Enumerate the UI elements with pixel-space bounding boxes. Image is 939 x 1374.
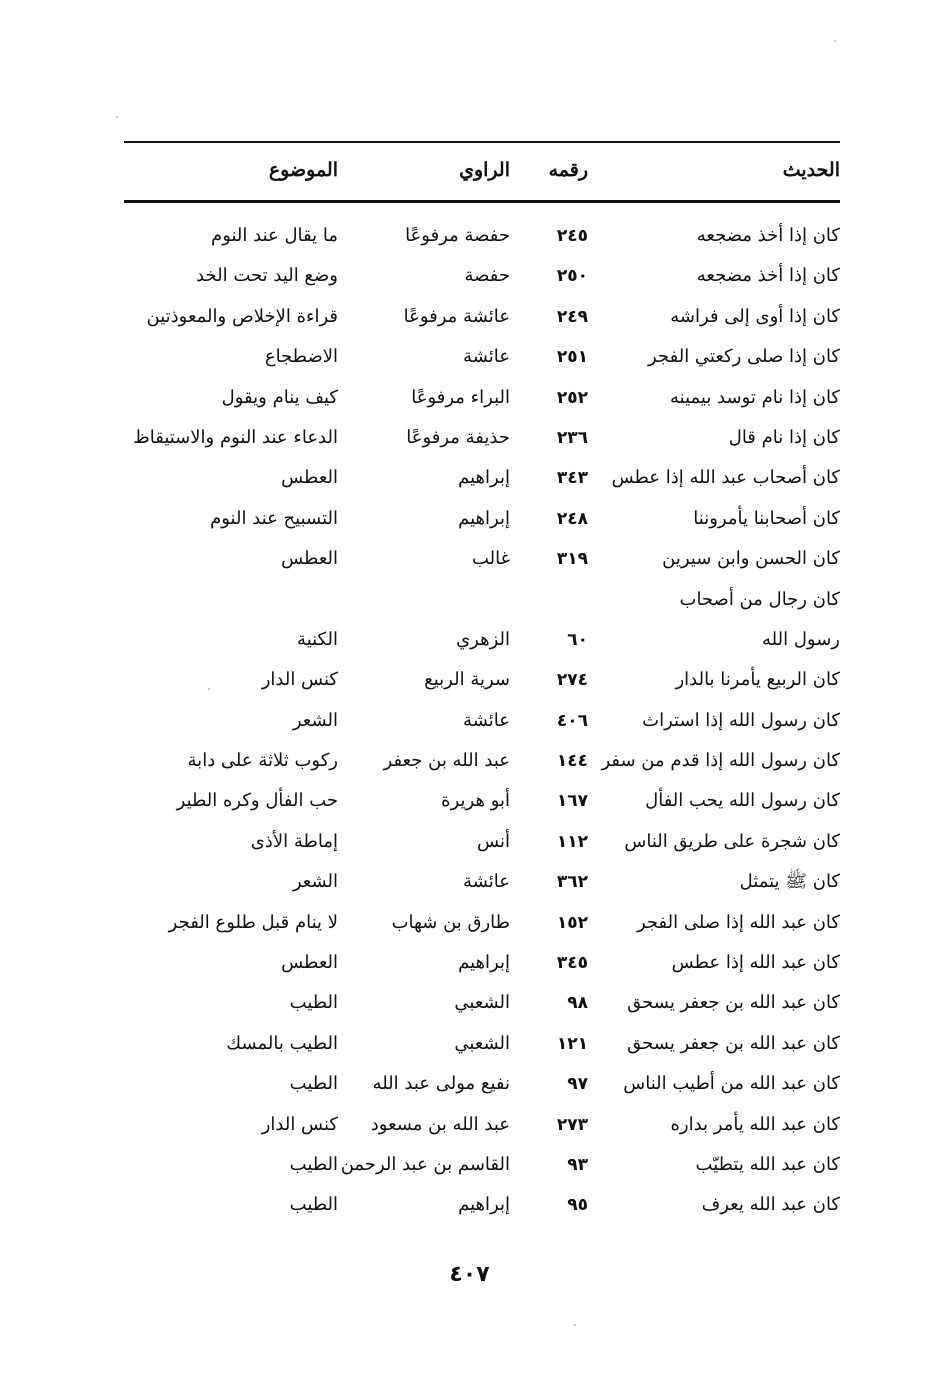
- row-narrator: إبراهيم: [458, 507, 510, 529]
- row-number: ٢٥١: [556, 347, 588, 368]
- row-hadith: كان عبد الله إذا صلى الفجر: [636, 911, 840, 933]
- row-hadith: كان إذا صلى ركعتي الفجر: [648, 346, 840, 368]
- row-topic: العطس: [281, 467, 338, 489]
- row-narrator: الزهري: [456, 628, 510, 650]
- row-hadith: كان أصحاب عبد الله إذا عطس: [611, 467, 840, 489]
- row-topic: ما يقال عند النوم: [211, 225, 338, 246]
- row-hadith: كان أصحابنا يأمروننا: [693, 507, 840, 529]
- row-number: ٢٥٠: [556, 266, 588, 287]
- row-narrator: إبراهيم: [458, 467, 510, 489]
- row-hadith: كان شجرة على طريق الناس: [624, 830, 840, 852]
- row-topic: الكنية: [297, 628, 338, 650]
- row-number: ٢٧٣: [556, 1114, 588, 1135]
- table-row: [124, 1185, 840, 1225]
- row-narrator: أنس: [477, 830, 510, 852]
- table-row: [124, 378, 840, 418]
- table-body: [124, 216, 840, 1226]
- row-topic: الطيب: [289, 992, 338, 1014]
- table-row: [124, 499, 840, 539]
- row-narrator: أبو هريرة: [441, 790, 510, 812]
- row-topic: كيف ينام ويقول: [221, 386, 338, 408]
- row-hadith: كان إذا أوى إلى فراشه: [670, 305, 840, 327]
- row-number: ٤٠٦: [556, 710, 588, 731]
- table-row: [124, 539, 840, 579]
- header-hadith: الحديث: [782, 159, 840, 181]
- row-narrator: القاسم بن عبد الرحمن: [340, 1153, 510, 1175]
- page-number: ٤٠٧: [449, 1262, 490, 1287]
- row-narrator: عائشة: [463, 346, 510, 368]
- row-number: ٦٠: [567, 629, 588, 650]
- row-narrator: الشعبي: [454, 1032, 510, 1054]
- row-narrator: حفصة مرفوعًا: [405, 225, 510, 246]
- row-hadith: كان عبد الله يعرف: [701, 1194, 840, 1216]
- row-narrator: إبراهيم: [458, 952, 510, 974]
- table-row: [124, 256, 840, 296]
- row-number: ١٢١: [556, 1033, 588, 1054]
- row-narrator: حذيفة مرفوعًا: [406, 426, 510, 448]
- row-number: ١٦٧: [556, 791, 588, 812]
- row-topic: ركوب ثلاثة على دابة: [187, 750, 338, 772]
- row-number: ٣٤٣: [556, 468, 588, 489]
- row-topic: الطيب: [289, 1153, 338, 1175]
- row-hadith: كان ﷺ يتمثل: [739, 871, 840, 893]
- row-number: ٩٨: [567, 993, 588, 1014]
- row-number: ٢٤٩: [556, 306, 588, 327]
- row-hadith: كان رسول الله إذا قدم من سفر: [601, 750, 840, 772]
- row-hadith: كان إذا أخذ مضجعه: [696, 265, 840, 287]
- table-row: [124, 1064, 840, 1104]
- table-row: [124, 620, 840, 660]
- table-row: [124, 458, 840, 498]
- row-narrator: البراء مرفوعًا: [411, 386, 510, 408]
- table-row: [124, 1145, 840, 1185]
- row-topic: التسبيح عند النوم: [210, 507, 338, 529]
- row-number: ٢٥٢: [556, 387, 588, 408]
- row-number: ١٥٢: [556, 912, 588, 933]
- table-row: [124, 297, 840, 337]
- row-topic: حب الفأل وكره الطير: [176, 790, 338, 812]
- row-narrator: الشعبي: [454, 992, 510, 1014]
- row-narrator: عبد الله بن جعفر: [383, 750, 510, 772]
- row-hadith: كان إذا نام توسد بيمينه: [669, 386, 840, 408]
- row-number: ٣٤٥: [556, 953, 588, 974]
- row-topic: إماطة الأذى: [250, 830, 338, 852]
- row-hadith: كان عبد الله إذا عطس: [671, 952, 840, 974]
- row-topic: العطس: [281, 548, 338, 570]
- table-row: [124, 337, 840, 377]
- table-row: [124, 216, 840, 256]
- table-row: [124, 701, 840, 741]
- row-narrator: إبراهيم: [458, 1194, 510, 1216]
- row-number: ٩٥: [567, 1195, 588, 1216]
- table-row: [124, 1024, 840, 1064]
- row-number: ٩٣: [567, 1154, 588, 1175]
- row-topic: كنس الدار: [261, 669, 338, 691]
- row-number: ٢٤٥: [556, 226, 588, 246]
- row-topic: وضع اليد تحت الخد: [196, 265, 338, 287]
- table-header: [124, 148, 840, 192]
- row-hadith: كان عبد الله بن جعفر يسحق: [627, 992, 840, 1014]
- row-hadith: كان عبد الله بن جعفر يسحق: [627, 1032, 840, 1054]
- row-topic: الشعر: [292, 709, 338, 731]
- row-narrator: حفصة: [464, 265, 510, 287]
- row-hadith: كان رجال من أصحاب: [679, 588, 840, 610]
- row-topic: الدعاء عند النوم والاستيقاظ: [133, 426, 338, 448]
- table-row: [124, 1105, 840, 1145]
- row-hadith: كان إذا أخذ مضجعه: [696, 225, 840, 246]
- row-narrator: عائشة: [463, 709, 510, 731]
- speck: [834, 40, 836, 42]
- table-header-rule: [124, 200, 840, 203]
- row-hadith: كان عبد الله من أطيب الناس: [623, 1073, 840, 1095]
- table-row: [124, 781, 840, 821]
- row-number: ٩٧: [567, 1074, 588, 1095]
- row-narrator: عائشة: [463, 871, 510, 893]
- header-number: رقمه: [548, 159, 588, 181]
- table-row: [124, 418, 840, 458]
- table-row: [124, 943, 840, 983]
- row-hadith: كان عبد الله يأمر بداره: [670, 1113, 840, 1135]
- row-number: ٢٣٦: [556, 427, 588, 448]
- row-topic: الطيب: [289, 1073, 338, 1095]
- row-narrator: عائشة مرفوعًا: [403, 305, 510, 327]
- table-top-rule: [124, 141, 840, 143]
- row-topic: كنس الدار: [261, 1113, 338, 1135]
- row-narrator: طارق بن شهاب: [391, 911, 510, 933]
- row-topic: الطيب بالمسك: [226, 1032, 338, 1054]
- row-hadith: كان الحسن وابن سيرين: [662, 548, 840, 570]
- row-hadith: كان الربيع يأمرنا بالدار: [675, 669, 840, 691]
- row-hadith: كان إذا نام قال: [728, 426, 840, 448]
- row-number: ٣٦٢: [556, 872, 588, 893]
- row-topic: قراءة الإخلاص والمعوذتين: [146, 305, 338, 327]
- table-row: [124, 660, 840, 700]
- row-topic: الاضطجاع: [264, 346, 338, 368]
- header-topic: الموضوع: [268, 159, 338, 181]
- row-narrator: نفيع مولى عبد الله: [372, 1073, 510, 1095]
- row-narrator: عبد الله بن مسعود: [370, 1113, 510, 1135]
- row-narrator: سرية الربيع: [424, 669, 510, 691]
- table-row: [124, 862, 840, 902]
- table-row: [124, 580, 840, 620]
- row-number: ٣١٩: [556, 549, 588, 570]
- speck: [574, 1324, 576, 1326]
- row-number: ٢٤٨: [556, 508, 588, 529]
- row-hadith: رسول الله: [762, 628, 840, 650]
- row-hadith: كان عبد الله يتطيّب: [695, 1153, 840, 1175]
- row-narrator: غالب: [471, 548, 510, 570]
- row-hadith: كان رسول الله إذا استراث: [642, 709, 840, 731]
- row-hadith: كان رسول الله يحب الفأل: [645, 790, 840, 812]
- row-topic: الشعر: [292, 871, 338, 893]
- row-topic: الطيب: [289, 1194, 338, 1216]
- row-number: ١٤٤: [556, 751, 588, 772]
- table-row: [124, 822, 840, 862]
- row-topic: لا ينام قبل طلوع الفجر: [168, 911, 338, 933]
- row-number: ٢٧٤: [556, 670, 588, 691]
- row-number: ١١٢: [556, 831, 588, 852]
- table-row: [124, 903, 840, 943]
- table-row: [124, 741, 840, 781]
- row-topic: العطس: [281, 952, 338, 974]
- header-narrator: الراوي: [459, 159, 510, 181]
- speck: [116, 116, 118, 118]
- table-row: [124, 983, 840, 1023]
